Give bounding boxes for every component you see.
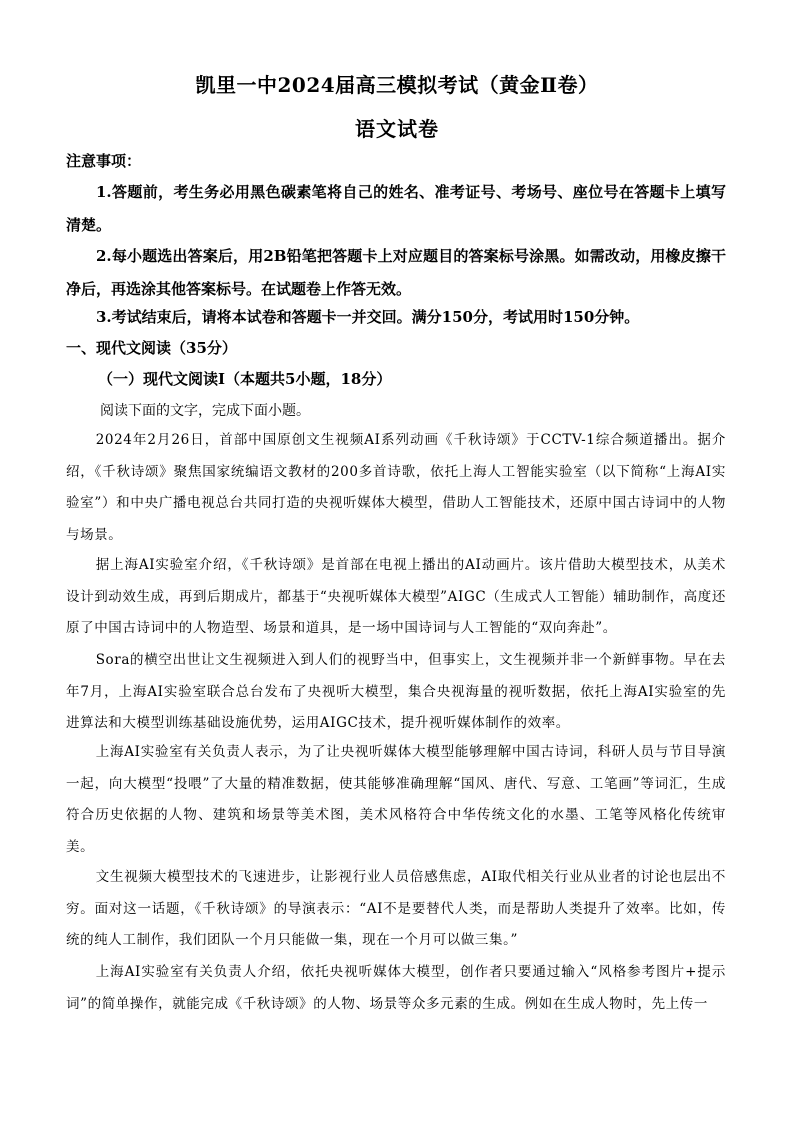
passage-paragraph: 上海AI实验室有关负责人表示，为了让央视听媒体大模型能够理解中国古诗词，科研人员与节目导演一起，向大模型“投喂”了大量的精准数据，使其能够准确理解“国风、唐代、写意、工笔画”等词汇，生成符合历史依据的人物、建筑和场景等美术图，美术风格符合中华传统文化的水墨、工笔等风格化传统审美。	[66, 744, 726, 855]
notice-item: 3.考试结束后，请将本试卷和答题卡一并交回。满分150分，考试用时150分钟。	[96, 308, 640, 326]
passage-paragraph: 上海AI实验室有关负责人介绍，依托央视听媒体大模型，创作者只要通过输入“风格参考图片+提示词”的简单操作，就能完成《千秋诗颂》的人物、场景等众多元素的生成。例如在生成人物时，先上传一	[66, 964, 726, 1012]
exam-title: 凯里一中2024届高三模拟考试（黄金Ⅱ卷）	[195, 73, 599, 97]
section-heading: 一、现代文阅读（35分）	[66, 339, 237, 357]
notice-item: 1.答题前，考生务必用黑色碳素笔将自己的姓名、准考证号、考场号、座位号在答题卡上填写清楚。	[66, 183, 726, 234]
exam-subtitle: 语文试卷	[355, 117, 439, 141]
passage-paragraph: 据上海AI实验室介绍，《千秋诗颂》是首部在电视上播出的AI动画片。该片借助大模型技术，从美术设计到动效生成，再到后期成片，都基于“央视听媒体大模型”AIGC（生成式人工智能）辅助制作，高度还原了中国古诗词中的人物造型、场景和道具，是一场中国诗词与人工智能的“双向奔赴”。	[66, 557, 726, 636]
subsection-heading: （一）现代文阅读Ⅰ（本题共5小题，18分）	[98, 370, 392, 388]
passage-paragraph: 文生视频大模型技术的飞速进步，让影视行业人员倍感焦虑，AI取代相关行业从业者的讨论也层出不穷。面对这一话题，《千秋诗颂》的导演表示：“AI不是要替代人类，而是帮助人类提升了效率。比如，传统的纯人工制作，我们团队一个月只能做一集，现在一个月可以做三集。”	[66, 869, 726, 948]
notice-heading: 注意事项：	[66, 152, 142, 170]
passage-paragraph: Sora的横空出世让文生视频进入到人们的视野当中，但事实上，文生视频并非一个新鲜事物。早在去年7月，上海AI实验室联合总台发布了央视听大模型，集合央视海量的视听数据，依托上海AI实验室的先进算法和大模型训练基础设施优势，运用AIGC技术，提升视听媒体制作的效率。	[66, 652, 726, 731]
passage-paragraph: 2024年2月26日，首部中国原创文生视频AI系列动画《千秋诗颂》于CCTV-1综合频道播出。据介绍，《千秋诗颂》聚焦国家统编语文教材的200多首诗歌，依托上海人工智能实验室（以下简称“上海AI实验室”）和中央广播电视总台共同打造的央视听媒体大模型，借助人工智能技术，还原中国古诗词中的人物与场景。	[66, 432, 726, 543]
notice-item: 2.每小题选出答案后，用2B铅笔把答题卡上对应题目的答案标号涂黑。如需改动，用橡皮擦干净后，再选涂其他答案标号。在试题卷上作答无效。	[66, 247, 726, 298]
reading-instruction: 阅读下面的文字，完成下面小题。	[100, 403, 310, 419]
